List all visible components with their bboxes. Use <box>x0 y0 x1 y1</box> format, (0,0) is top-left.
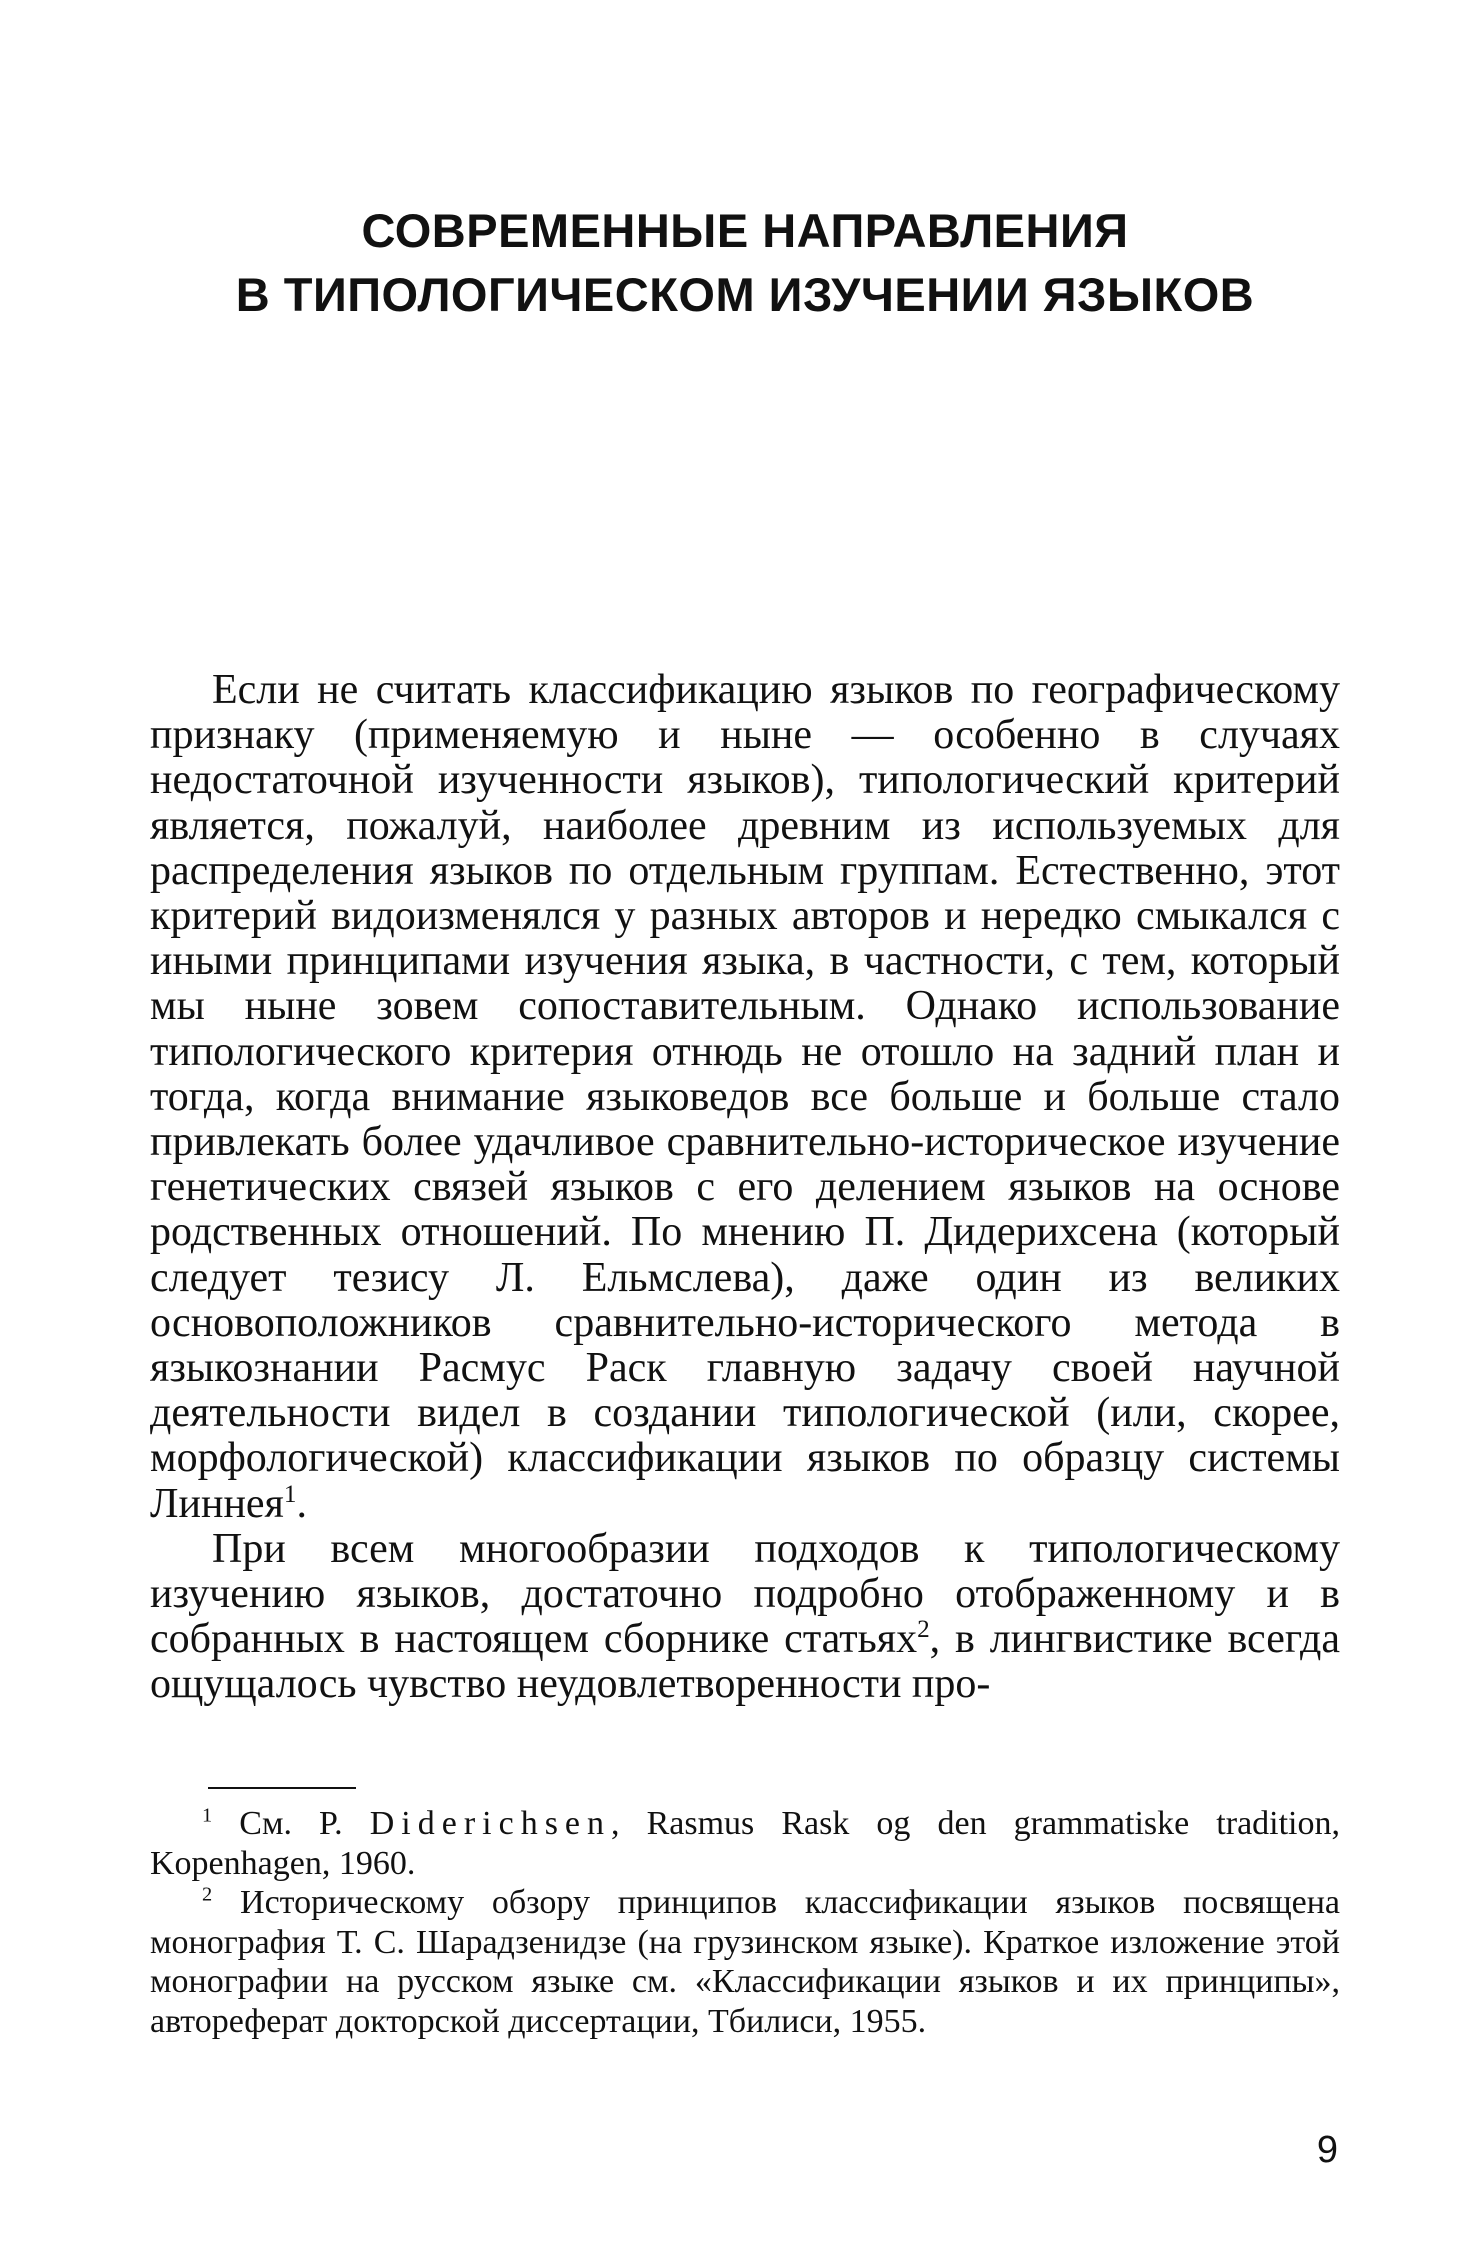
footnote-1 <box>150 1804 1340 1883</box>
footnote-2-mark: 2 <box>202 1883 213 1906</box>
paragraph-2 <box>150 1527 1340 1708</box>
footnote-1-mark: 1 <box>202 1804 213 1827</box>
footnotes <box>150 1804 1340 2041</box>
paragraph-1 <box>150 668 1340 1527</box>
footnote-ref-2: 2 <box>917 1616 930 1644</box>
footnote-ref-1: 1 <box>283 1480 297 1508</box>
page-number: 9 <box>1316 2129 1338 2171</box>
footnote-divider <box>208 1787 356 1789</box>
footnote-1-prefix: См. P. <box>239 1805 370 1842</box>
chapter-title <box>150 199 1340 327</box>
paragraph-1-end: . <box>296 1480 307 1527</box>
chapter-title-line-1: СОВРЕМЕННЫЕ НАПРАВЛЕНИЯ <box>361 204 1129 258</box>
footnote-1-rest: , Rasmus Rask og den grammatiske tradition, Kopenhagen, 1960. <box>150 1805 1341 1882</box>
footnote-2-text: Историческому обзору принципов классификации языков посвящена монография Т. С. Шарадзенидзе (на грузинском языке). Краткое изложение этой монографии на русском языке см. «Классификации языков и их принципы», автореферат докторской диссертации, Тбилиси, 1955. <box>150 1884 1341 2040</box>
paragraph-2-text: При всем многообразии подходов к типологическому изучению языков, достаточно подробно отображенному и в собранных в настоящем сборнике статьях <box>150 1525 1340 1663</box>
paragraph-1-text: Если не считать классификацию языков по географическому признаку (применяемую и ныне — особенно в случаях недостаточной изученности языков), типологический критерий является, пожалуй, наиболее древним из используемых для распределения языков по отдельным группам. Естественно, этот критерий видоизменялся у разных авторов и нередко смыкался с иными принципами изучения языка, в частности, с тем, который мы ныне зовем сопоставительным. Однако использование типологического критерия отнюдь не отошло на задний план и тогда, когда внимание языковедов все больше и больше стало привлекать более удачливое сравнительно-историческое изучение генетических связей языков с его делением языков на основе родственных отношений. По мнению П. Дидерихсена (который следует тезису Л. Ельмслева), даже один из великих основоположников сравнительно-исторического метода в языкознании Расмус Раск главную задачу своей научной деятельности видел в создании типологической (или, скорее, морфологической) классификации языков по образцу системы Линнея <box>150 667 1340 1527</box>
paragraph-2-end: , в лингвистике всегда ощущалось чувство неудовлетворенности про- <box>150 1616 1341 1708</box>
chapter-title-line-2: В ТИПОЛОГИЧЕСКОМ ИЗУЧЕНИИ ЯЗЫКОВ <box>235 268 1255 322</box>
footnote-2 <box>150 1883 1340 2041</box>
body-text <box>150 668 1340 1708</box>
footnote-1-author: Diderichsen <box>369 1805 612 1842</box>
